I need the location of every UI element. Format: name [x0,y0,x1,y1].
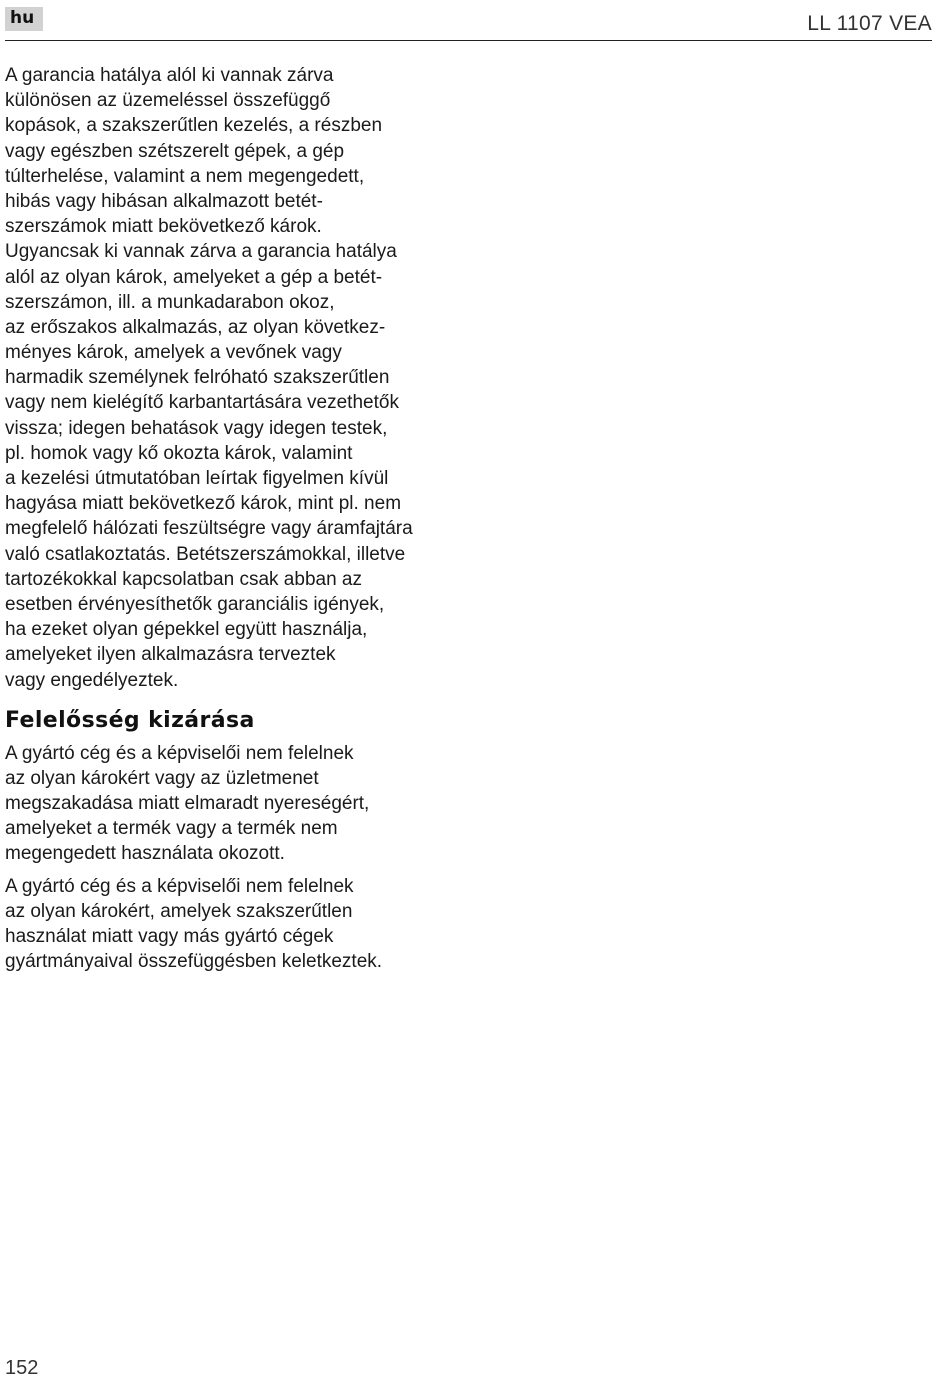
text-line: különösen az üzemeléssel összefüggő [5,90,331,112]
text-line: hagyása miatt bekövetkező károk, mint pl. nem [5,493,402,515]
text-line: ha ezeket olyan gépekkel együtt használja, [5,619,368,641]
text-line: vagy egészben szétszerelt gépek, a gép [5,140,345,162]
text-line: szerszámok miatt bekövetkező károk. [5,216,322,238]
text-line: tartozékokkal kapcsolatban csak abban az [5,568,362,590]
text-line: túlterhelése, valamint a nem megengedett, [5,165,365,187]
text-line: harmadik személynek felróható szakszerűtlen [5,367,390,389]
text-line: az erőszakos alkalmazás, az olyan következ- [5,316,386,338]
liability-heading: Felelősség kizárása [5,707,255,733]
text-line: hibás vagy hibásan alkalmazott betét- [5,190,323,212]
text-line: ményes károk, amelyek a vevőnek vagy [5,342,342,364]
text-line: az olyan károkért, amelyek szakszerűtlen [5,900,353,922]
text-line: alól az olyan károk, amelyeket a gép a betét- [5,266,383,288]
text-line: kopások, a szakszerűtlen kezelés, a részben [5,115,383,137]
text-line: vagy engedélyeztek. [5,669,179,691]
text-line: az olyan károkért vagy az üzletmenet [5,767,319,789]
text-line: megfelelő hálózati feszültségre vagy áramfajtára [5,518,413,540]
page-content [5,63,445,974]
text-line: esetben érvényesíthetők garanciális igények, [5,593,385,615]
text-line: pl. homok vagy kő okozta károk, valamint [5,442,353,464]
text-line: megszakadása miatt elmaradt nyereségért, [5,793,370,815]
page-number: 152 [5,1357,39,1379]
text-line: amelyeket a termék vagy a termék nem [5,818,338,840]
text-line: a kezelési útmutatóban leírtak figyelmen kívül [5,468,389,489]
text-line: gyártmányaival összefüggésben keletkeztek. [5,951,383,973]
text-line: Ugyancsak ki vannak zárva a garancia hatálya [5,241,397,263]
liability-paragraph-1 [5,741,445,867]
text-line: amelyeket ilyen alkalmazásra terveztek [5,644,336,666]
text-line: való csatlakoztatás. Betétszerszámokkal, illetve [5,543,406,565]
warranty-paragraph [5,63,445,693]
text-line: vissza; idegen behatások vagy idegen testek, [5,417,388,439]
language-badge: hu [5,7,43,31]
text-line: megengedett használata okozott. [5,843,285,865]
text-line: A garancia hatálya alól ki vannak zárva [5,65,334,86]
text-line: A gyártó cég és a képviselői nem felelnek [5,875,354,897]
text-line: szerszámon, ill. a munkadarabon okoz, [5,291,335,313]
text-line: A gyártó cég és a képviselői nem felelnek [5,742,354,764]
header-divider [5,40,932,41]
model-code: LL 1107 VEA [807,12,932,35]
text-line: vagy nem kielégítő karbantartására vezethetők [5,392,399,414]
liability-paragraph-2 [5,874,445,975]
text-line: használat miatt vagy más gyártó cégek [5,926,334,947]
